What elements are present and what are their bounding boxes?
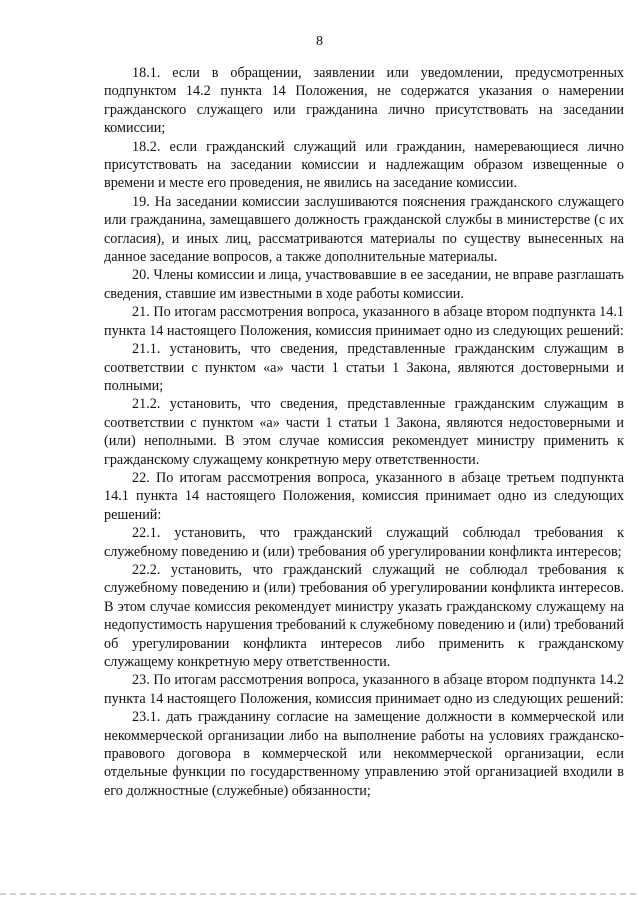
paragraph-20: 20. Члены комиссии и лица, участвовавшие в ее заседании, не вправе разглашать сведения, ставшие им известными в ходе работы комиссии. [104,267,624,302]
paragraph-22-2: 22.2. установить, что гражданский служащий не соблюдал требования к служебному поведению и (или) требования об урегулировании конфликта интересов. В этом случае комиссия рекомендует министру указать гражданскому служащему на недопустимость нарушения требований к служебному поведению и (или) требований об урегулировании конфликта интересов либо применить к гражданскому служащему конкретную меру ответственности. [104,561,624,670]
paragraph-23: 23. По итогам рассмотрения вопроса, указанного в абзаце втором подпункта 14.2 пункта 14 настоящего Положения, комиссия принимает одно из следующих решений: [104,672,624,707]
paragraph-21: 21. По итогам рассмотрения вопроса, указанного в абзаце втором подпункта 14.1 пункта 14 настоящего Положения, комиссия принимает одно из следующих решений: [104,304,624,339]
document-body [104,64,624,800]
paragraph-23-1: 23.1. дать гражданину согласие на замещение должности в коммерческой или некоммерческой организации либо на выполнение работы на условиях гражданско-правового договора в коммерческой или некоммерческой организации, если отдельные функции по государственному управлению этой организацией входили в его должностные (служебные) обязанности; [104,709,624,799]
paragraph-22: 22. По итогам рассмотрения вопроса, указанного в абзаце третьем подпункта 14.1 пункта 14 настоящего Положения, комиссия принимает одно из следующих решений: [104,469,624,523]
page-number: 8 [316,34,323,49]
paragraph-21-1: 21.1. установить, что сведения, представленные гражданским служащим в соответствии с пунктом «а» части 1 статьи 1 Закона, являются достоверными и полными; [104,341,624,394]
paragraph-21-2: 21.2. установить, что сведения, представленные гражданским служащим в соответствии с пунктом «а» части 1 статьи 1 Закона, являются недостоверными и (или) неполными. В этом случае комиссия рекомендует министру применить к гражданскому служащему конкретную меру ответственности. [104,396,624,468]
scan-edge-line [0,893,639,895]
paragraph-22-1: 22.1. установить, что гражданский служащий соблюдал требования к служебному поведению и (или) требования об урегулировании конфликта интересов; [104,525,624,560]
paragraph-19: 19. На заседании комиссии заслушиваются пояснения гражданского служащего или гражданина, замещавшего должность гражданской службы в министерстве (с их согласия), и иных лиц, рассматриваются материалы по существу вынесенных на данное заседание вопросов, а также дополнительные материалы. [104,193,624,266]
paragraph-18-1: 18.1. если в обращении, заявлении или уведомлении, предусмотренных подпунктом 14.2 пункта 14 Положения, не содержатся указания о намерении гражданского служащего или гражданина лично присутствовать на заседании комиссии; [104,65,624,137]
paragraph-18-2: 18.2. если гражданский служащий или гражданин, намеревающиеся лично присутствовать на заседании комиссии и надлежащим образом извещенные о времени и месте его проведения, не явились на заседание комиссии. [104,138,624,192]
